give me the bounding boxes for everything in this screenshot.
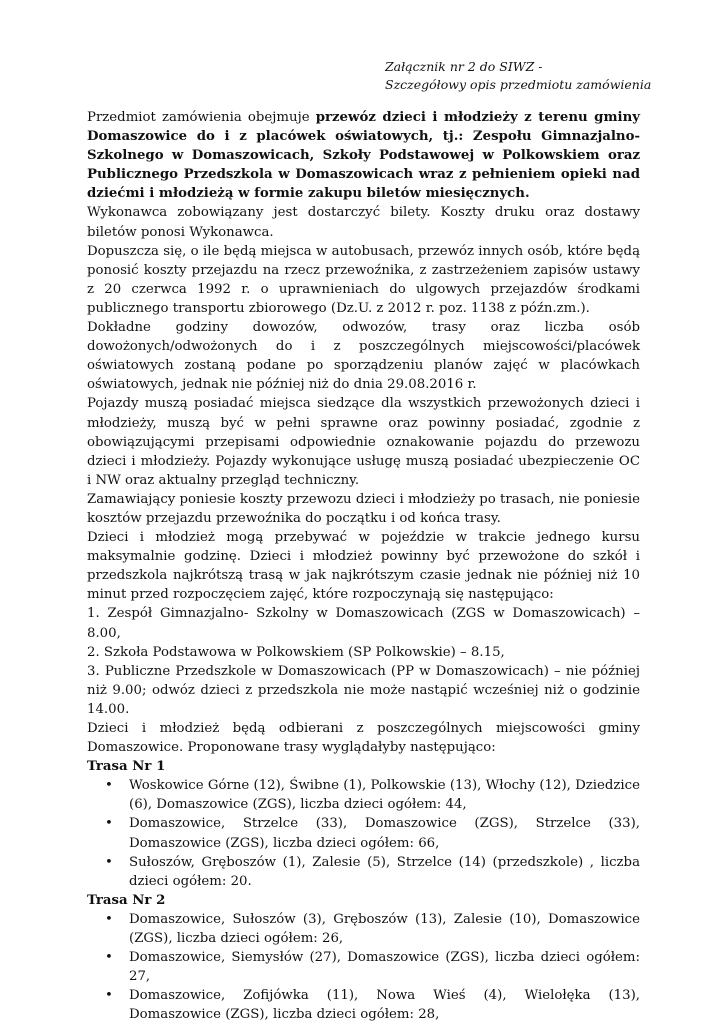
paragraph-travel-time: Dzieci i młodzież mogą przebywać w pojeździe w trakcie jednego kursu maksymalnie godzinę. Dzieci i młodzież powinny być przewożone do szkół i przedszkola najkrótszą trasą w jak najkrótszym czasie jednak nie później niż 10 minut przed rozpoczęciem zajęć, które rozpoczynają się następująco: <box>87 530 640 603</box>
document-body <box>87 108 640 1025</box>
route-item: • Domaszowice, Zofijówka (11), Nowa Wieś (4), Wielołęka (13), Domaszowice (ZGS), liczba dzieci ogółem: 28, <box>129 986 640 1024</box>
attachment-header <box>385 58 705 94</box>
route-2 <box>87 891 640 1025</box>
paragraph-tickets: Wykonawca zobowiązany jest dostarczyć bilety. Koszty druku oraz dostawy biletów ponosi Wykonawca. <box>87 205 640 240</box>
route-title: Trasa Nr 2 <box>87 892 166 908</box>
school-item: 2. Szkoła Podstawowa w Polkowskiem (SP Polkowskie) – 8.15, <box>87 644 505 660</box>
route-item: • Sułoszów, Gręboszów (1), Zalesie (5), Strzelce (14) (przedszkole) , liczba dzieci ogółem: 20. <box>129 853 640 891</box>
schools-list <box>87 604 640 719</box>
header-line-2: Szczegółowy opis przedmiotu zamówienia <box>385 77 652 92</box>
route-item: • Woskowice Górne (12), Świbne (1), Polkowskie (13), Włochy (12), Dziedzice (6), Domaszowice (ZGS), liczba dzieci ogółem: 44, <box>129 776 640 814</box>
route-title: Trasa Nr 1 <box>87 759 166 775</box>
school-item: 1. Zespół Gimnazjalno- Szkolny w Domaszowicach (ZGS w Domaszowicach) – 8.00, <box>87 606 640 641</box>
school-item: 3. Publiczne Przedszkole w Domaszowicach (PP w Domaszowicach) – nie później niż 9.00; odwóz dzieci z przedszkola nie może nastąpić wcześniej niż o godzinie 14.00. <box>87 663 640 717</box>
paragraph-costs: Zamawiający poniesie koszty przewozu dzieci i młodzieży po trasach, nie poniesie kosztów przejazdu przewoźnika do początku i od końca trasy. <box>87 491 640 526</box>
header-line-1: Załącznik nr 2 do SIWZ - <box>385 59 543 74</box>
route-items <box>87 776 640 891</box>
route-item: • Domaszowice, Siemysłów (27), Domaszowice (ZGS), liczba dzieci ogółem: 27, <box>129 948 640 986</box>
route-items <box>87 910 640 1025</box>
route-1 <box>87 757 640 891</box>
intro-bold: przewóz dzieci i młodzieży z terenu gminy Domaszowice do i z placówek oświatowych, tj.: Zespołu Gimnazjalno-Szkolnego w Domaszowicach, Szkoły Podstawowej w Polkowskiem oraz Publicznego Przedszkola w Domaszowicach wraz z pełnieniem opieki nad dziećmi i młodzieżą w formie zakupu biletów miesięcznych. <box>87 110 640 202</box>
paragraph-other-passengers: Dopuszcza się, o ile będą miejsca w autobusach, przewóz innych osób, które będą ponosić koszty przejazdu na rzecz przewoźnika, z zastrzeżeniem zapisów ustawy z 20 czerwca 1992 r. o uprawnieniach do ulgowych przejazdów środkami publicznego transportu zbiorowego (Dz.U. z 2012 r. poz. 1138 z późn.zm.). <box>87 243 640 316</box>
paragraph-schedule: Dokładne godziny dowozów, odwozów, trasy oraz liczba osób dowożonych/odwożonych do i z poszczególnych miejscowości/placówek oświatowych zostaną podane po sporządzeniu planów zajęć w placówkach oświatowych, jednak nie później niż do dnia 29.08.2016 r. <box>87 320 640 393</box>
route-item: • Domaszowice, Strzelce (33), Domaszowice (ZGS), Strzelce (33), Domaszowice (ZGS), liczba dzieci ogółem: 66, <box>129 814 640 852</box>
route-item: • Domaszowice, Sułoszów (3), Gręboszów (13), Zalesie (10), Domaszowice (ZGS), liczba dzieci ogółem: 26, <box>129 910 640 948</box>
intro-prefix: Przedmiot zamówienia obejmuje <box>87 110 316 125</box>
paragraph-vehicles: Pojazdy muszą posiadać miejsca siedzące dla wszystkich przewożonych dzieci i młodzieży, muszą być w pełni sprawne oraz powinny posiadać, zgodnie z obowiązującymi przepisami odpowiednie oznakowanie pojazdu do przewozu dzieci i młodzieży. Pojazdy wykonujące usługę muszą posiadać ubezpieczenie OC i NW oraz aktualny przegląd techniczny. <box>87 396 640 488</box>
routes-intro: Dzieci i młodzież będą odbierani z poszczególnych miejscowości gminy Domaszowice. Proponowane trasy wyglądałyby następująco: <box>87 721 640 756</box>
intro-paragraph <box>87 108 640 203</box>
